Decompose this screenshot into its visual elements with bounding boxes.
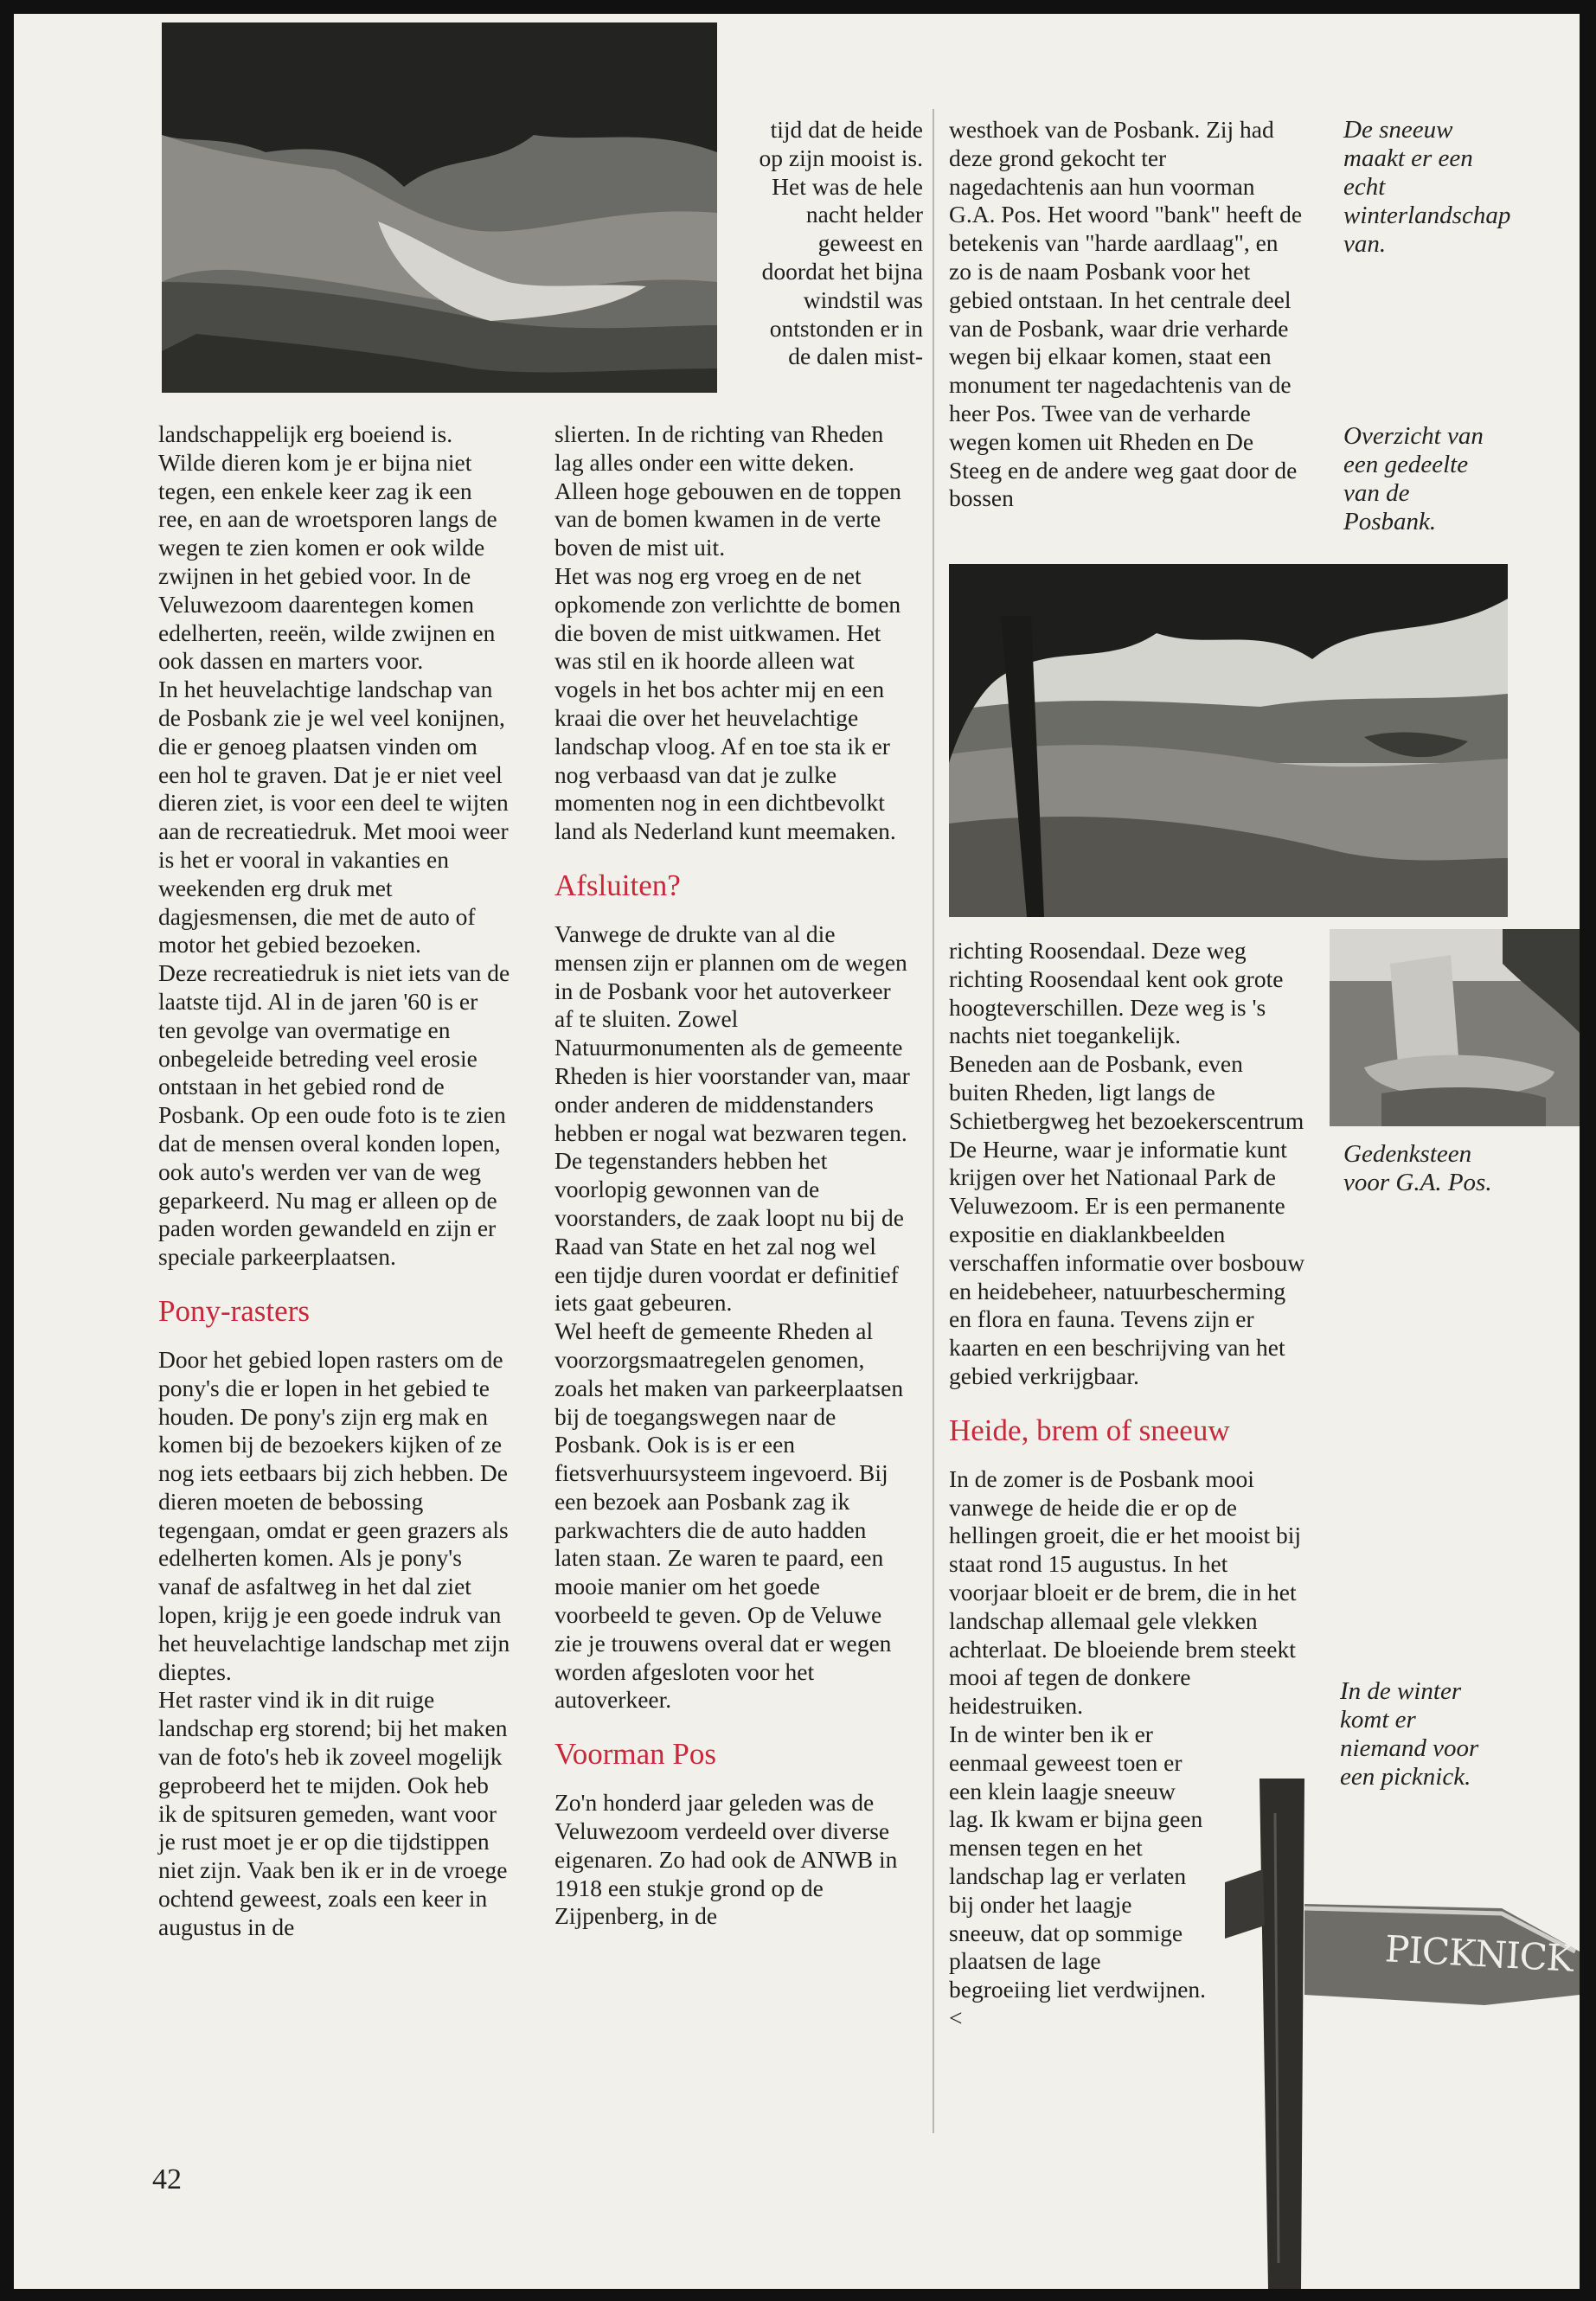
heath-snow-photo	[162, 22, 717, 393]
paragraph: slierten. In de richting van Rheden lag alles onder een witte deken. Alleen hoge gebouwen en de toppen van de bomen kwamen in de verte boven de mist uit.	[554, 420, 901, 561]
paragraph: Het raster vind ik in dit ruige landschap erg storend; bij het maken van de foto's heb ik zoveel mogelijk geprobeerd het te mijden. Ook heb ik de spitsuren gemeden, want voor je rust moet je er op die tijdstippen niet zijn. Vaak ben ik er in de vroege ochtend geweest, zoals een keer in augustus in de	[158, 1686, 508, 1940]
paragraph: Zo'n honderd jaar geleden was de Veluwezoom verdeeld over diverse eigenaren. Zo had ook de ANWB in 1918 een stukje grond op de Zijpenberg, in de	[554, 1789, 898, 1930]
paragraph: westhoek van de Posbank. Zij had deze grond gekocht ter nagedachtenis aan hun voorman G.A. Pos. Het woord "bank" heeft de betekenis van "harde aardlaag", en zo is de naam Posbank voor het gebied ontstaan. In het centrale deel van de Posbank, waar drie verharde wegen bij elkaar komen, staat een monument ter nagedachtenis van de heer Pos. Twee van de verharde wegen komen uit Rheden en De Steeg en de andere weg gaat door de bossen	[949, 116, 1303, 512]
paragraph: Door het gebied lopen rasters om de pony's die er lopen in het gebied te houden. De pony's zijn erg mak en komen bij de bezoekers kijken of ze nog iets eetbaars bij zich hebben. De dieren moeten de bebossing tegengaan, omdat er geen grazers als edelherten komen. Als je pony's vanaf de asfaltweg in het dal ziet lopen, krijg je een goede indruk van het heuvelachtige landschap met zijn dieptes.	[158, 1345, 510, 1685]
paragraph: In het heuvelachtige landschap van de Posbank zie je wel veel konijnen, die er genoeg plaatsen vinden om een hol te graven. Dat je er niet veel dieren ziet, is voor een deel te wijten aan de recreatiedruk. Met mooi weer is het er vooral in vakanties en weekenden erg druk met dagjesmensen, die met de auto of motor het gebied bezoeken.	[158, 676, 509, 958]
paragraph: In de winter ben ik er eenmaal geweest toen er een klein laagje sneeuw lag. Ik kwam er bijna geen mensen tegen en het landschap lag er verlaten bij onder het laagje sneeuw, dat op sommige plaatsen de lage begroeiing liet verdwijnen. <	[949, 1720, 1207, 2031]
paragraph: richting Roosendaal. Deze weg richting Roosendaal kent ook grote hoogteverschillen. Deze weg is 's nachts niet toegankelijk.	[949, 937, 1284, 1049]
column-rule	[933, 109, 934, 2133]
heading-afsluiten: Afsluiten?	[554, 868, 681, 902]
paragraph: In de zomer is de Posbank mooi vanwege de heide die er op de hellingen groeit, die er het mooist bij staat rond 15 augustus. In het voorjaar bloeit er de brem, die in het landschap allemaal gele vlekken achterlaat. De bloeiende brem steekt mooi af tegen de donkere heidestruiken.	[949, 1465, 1302, 1720]
paragraph: Wel heeft de gemeente Rheden al voorzorgsmaatregelen genomen, zoals het maken van parkeerplaatsen bij de toegangswegen naar de Posbank. Ook is is er een fietsverhuursysteem ingevoerd. Bij een bezoek aan Posbank zag ik parkwachters die de auto hadden laten staan. Ze waren te paard, een mooie manier om het goede voorbeeld te geven. Op de Veluwe zie je trouwens overal dat er wegen worden afgesloten voor het autoverkeer.	[554, 1317, 904, 1714]
paragraph: Vanwege de drukte van al die mensen zijn er plannen om de wegen in de Posbank voor het autoverkeer af te sluiten. Zowel Natuurmonumenten als de gemeente Rheden is hier voorstander van, maar onder anderen de middenstanders hebben er nogal wat bezwaren tegen.	[554, 920, 910, 1146]
heading-voorman-pos: Voorman Pos	[554, 1737, 717, 1772]
caption-overview: Overzicht van een gedeelte van de Posbank.	[1343, 422, 1484, 535]
paragraph: landschappelijk erg boeiend is. Wilde dieren kom je er bijna niet tegen, een enkele keer zag ik een ree, en aan de wroetsporen langs de wegen te zien komen er ook wilde zwijnen in het gebied voor. In de Veluwezoom daarentegen komen edelherten, reeën, wilde zwijnen en ook dassen en marters voor.	[158, 420, 497, 675]
paragraph: tijd dat de heide op zijn mooist is. Het was de hele nacht helder geweest en doordat het bijna windstil was ontstonden er in de dalen mist-	[759, 116, 923, 370]
page-number: 42	[152, 2163, 182, 2195]
column-2-intro	[752, 116, 923, 371]
column-3-top	[949, 116, 1305, 513]
paragraph: Beneden aan de Posbank, even buiten Rheden, ligt langs de Schietbergweg het bezoekerscentrum De Heurne, waar je informatie kunt krijgen over het Nationaal Park de Veluwezoom. Er is een permanente expositie en diaklankbeelden verschaffen informatie over bosbouw en heidebeheer, natuurbescherming en flora en fauna. Tevens zijn er kaarten en een beschrijving van het gebied verkrijgbaar.	[949, 1050, 1305, 1389]
signpost-text: PICKNICK	[1383, 1927, 1574, 1980]
memorial-stone-photo	[1330, 929, 1580, 1126]
caption-memorial: Gedenksteen voor G.A. Pos.	[1343, 1140, 1492, 1196]
posbank-overview-photo	[949, 564, 1508, 917]
caption-winter: In de winter komt er niemand voor een picknick.	[1340, 1677, 1479, 1791]
heading-heide-brem-sneeuw: Heide, brem of sneeuw	[949, 1413, 1230, 1447]
caption-snow: De sneeuw maakt er een echt winterlandschap van.	[1343, 116, 1511, 258]
column-2	[554, 420, 913, 1931]
heading-pony-rasters: Pony-rasters	[158, 1293, 310, 1328]
column-1	[158, 420, 511, 1942]
picknick-signpost-photo	[1225, 1779, 1580, 2289]
paragraph: Het was nog erg vroeg en de net opkomende zon verlichtte de bomen die boven de mist uitkwamen. Het was stil en ik hoorde alleen wat vogels in het bos achter mij en een kraai die over het heuvelachtige landschap vloog. Af en toe sta ik er nog verbaasd van dat je zulke momenten nog in een dichtbevolkt land als Nederland kunt meemaken.	[554, 561, 901, 845]
paragraph: Deze recreatiedruk is niet iets van de laatste tijd. Al in de jaren '60 is er ten gevolge van overmatige en onbegeleide betreding veel erosie ontstaan in het gebied rond de Posbank. Op een oude foto is te zien dat de mensen overal konden lopen, ook auto's werden ver van de weg geparkeerd. Nu mag er alleen op de paden worden gewandeld en zijn er speciale parkeerplaatsen.	[158, 959, 510, 1271]
paragraph: De tegenstanders hebben het voorlopig gewonnen van de voorstanders, de zaak loopt nu bij de Raad van State en het zal nog wel een tijdje duren voordat er definitief iets gaat gebeuren.	[554, 1147, 904, 1317]
magazine-page	[14, 14, 1580, 2289]
